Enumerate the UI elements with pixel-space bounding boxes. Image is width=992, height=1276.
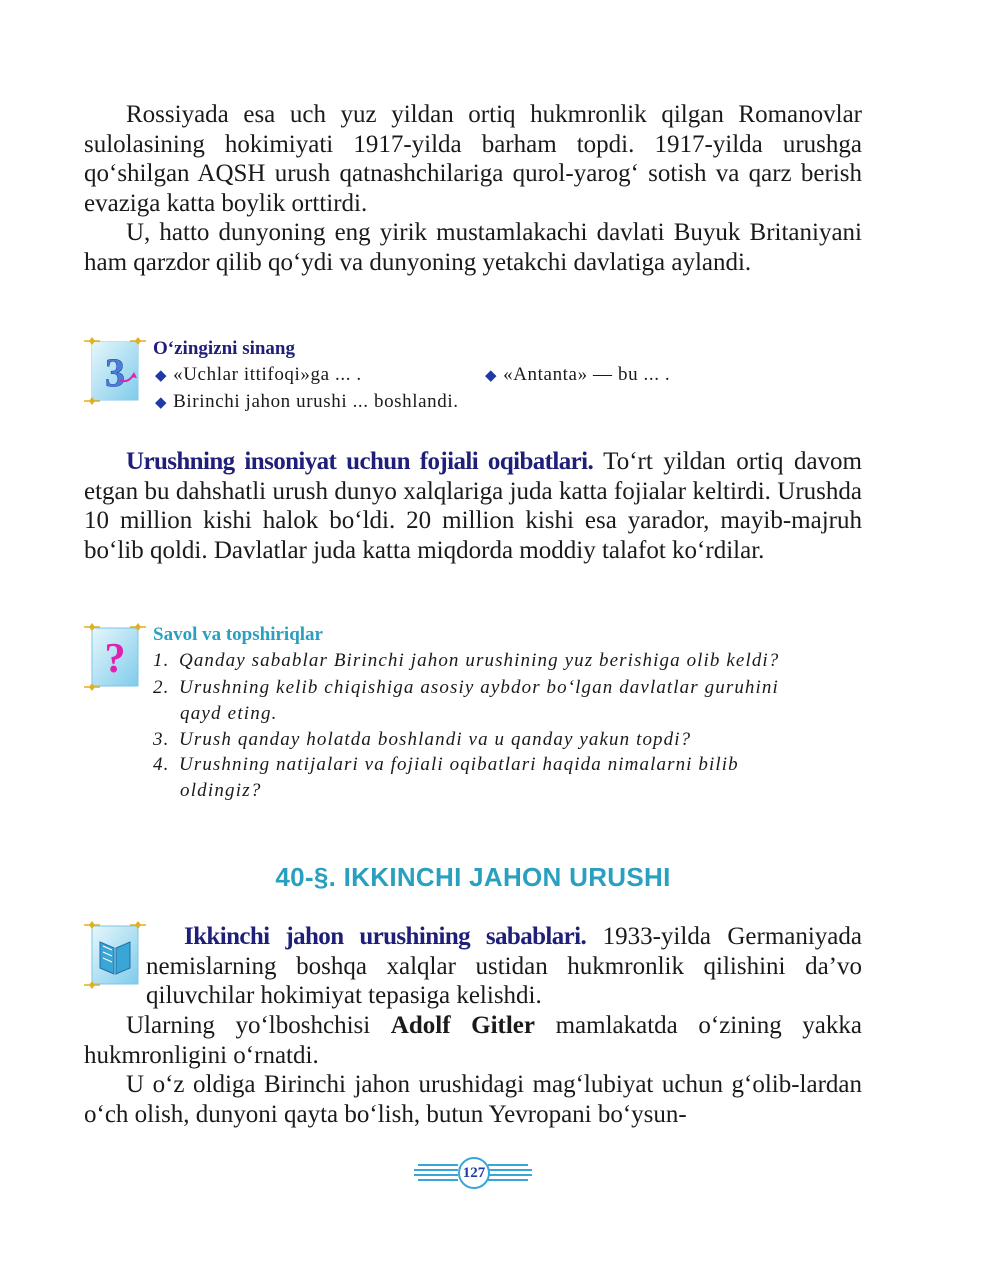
page-number-ornament xyxy=(414,1155,532,1191)
self-check-item-1: ◆ «Uchlar ittifoqi»ga ... . xyxy=(155,364,362,385)
diamond-bullet-icon: ◆ xyxy=(155,368,168,384)
subheading-consequences: Urushning insoniyat uchun fojiali oqibatlari. xyxy=(126,448,594,475)
self-check-item-3: ◆ Birinchi jahon urushi ... boshlandi. xyxy=(155,391,459,412)
book-icon xyxy=(84,920,146,990)
question-mark-icon xyxy=(84,622,146,692)
diamond-bullet-icon: ◆ xyxy=(155,395,168,411)
paragraph-6: U o‘z oldiga Birinchi jahon urushidagi mag‘lubiyat uchun g‘olib-lardan o‘ch olish, dunyoni qayta bo‘lish, butun Yevropani bo‘ysun- xyxy=(84,1071,862,1128)
paragraph-5: Ularning yo‘lboshchisi Adolf Gitler mamlakatda o‘zining yakka hukmronligini o‘rnatdi. xyxy=(84,1012,862,1069)
question-4: 4. Urushning natijalari va fojiali oqibatlari haqida nimalarni bilib xyxy=(153,754,739,775)
paragraph-2: U, hatto dunyoning eng yirik mustamlakachi davlati Buyuk Britaniyani ham qarzdor qilib qo‘ydi va dunyoning yetakchi davlatiga aylandi. xyxy=(84,219,862,276)
question-1: 1. Qanday sabablar Birinchi jahon urushining yuz berishiga olib keldi? xyxy=(153,650,780,671)
self-check-item-2: ◆ «Antanta» — bu ... . xyxy=(485,364,671,385)
page-number: 127 xyxy=(458,1157,490,1189)
questions-title: Savol va topshiriqlar xyxy=(153,624,323,645)
question-3: 3. Urush qanday holatda boshlandi va u qanday yakun topdi? xyxy=(153,729,692,750)
paragraph-3: Urushning insoniyat uchun fojiali oqibatlari. To‘rt yildan ortiq davom etgan bu dahshatli urush dunyo xalqlariga juda katta fojialar keltirdi. Urushda 10 million kishi halok bo‘ldi. 20 million kishi esa yarador, mayib-majruh bo‘lib qoldi. Davlatlar juda katta miqdorda moddiy talafot ko‘rdilar. xyxy=(84,448,862,564)
paragraph-4: Ikkinchi jahon urushining sabablari. 1933-yilda Germaniyada nemislarning boshqa xalqlar ustidan hukmronlik qilishini da’vo qiluvchilar hokimiyat tepasiga kelishdi. xyxy=(146,923,862,1009)
self-check-title: O‘zingizni sinang xyxy=(153,338,295,359)
svg-text:?: ? xyxy=(104,636,126,682)
question-2-continuation: qayd eting. xyxy=(180,703,278,724)
name-adolf-gitler: Adolf Gitler xyxy=(390,1012,535,1039)
diamond-bullet-icon: ◆ xyxy=(485,368,498,384)
svg-text:3: 3 xyxy=(105,350,125,395)
question-2: 2. Urushning kelib chiqishiga asosiy aybdor bo‘lgan davlatlar guruhini xyxy=(153,677,779,698)
question-4-continuation: oldingiz? xyxy=(180,780,262,801)
paragraph-1: Rossiyada esa uch yuz yildan ortiq hukmronlik qilgan Romanovlar sulolasining hokimiyati 1917-yilda barham topdi. 1917-yilda urushga qo‘shilgan AQSH urush qatnashchilariga qurol-yarog‘ sotish va qarz berish evaziga katta boylik orttirdi. xyxy=(84,101,862,217)
subheading-causes: Ikkinchi jahon urushining sabablari. xyxy=(184,923,587,950)
section-heading: 40-§. IKKINCHI JAHON URUSHI xyxy=(275,862,671,892)
self-check-icon xyxy=(84,336,146,406)
